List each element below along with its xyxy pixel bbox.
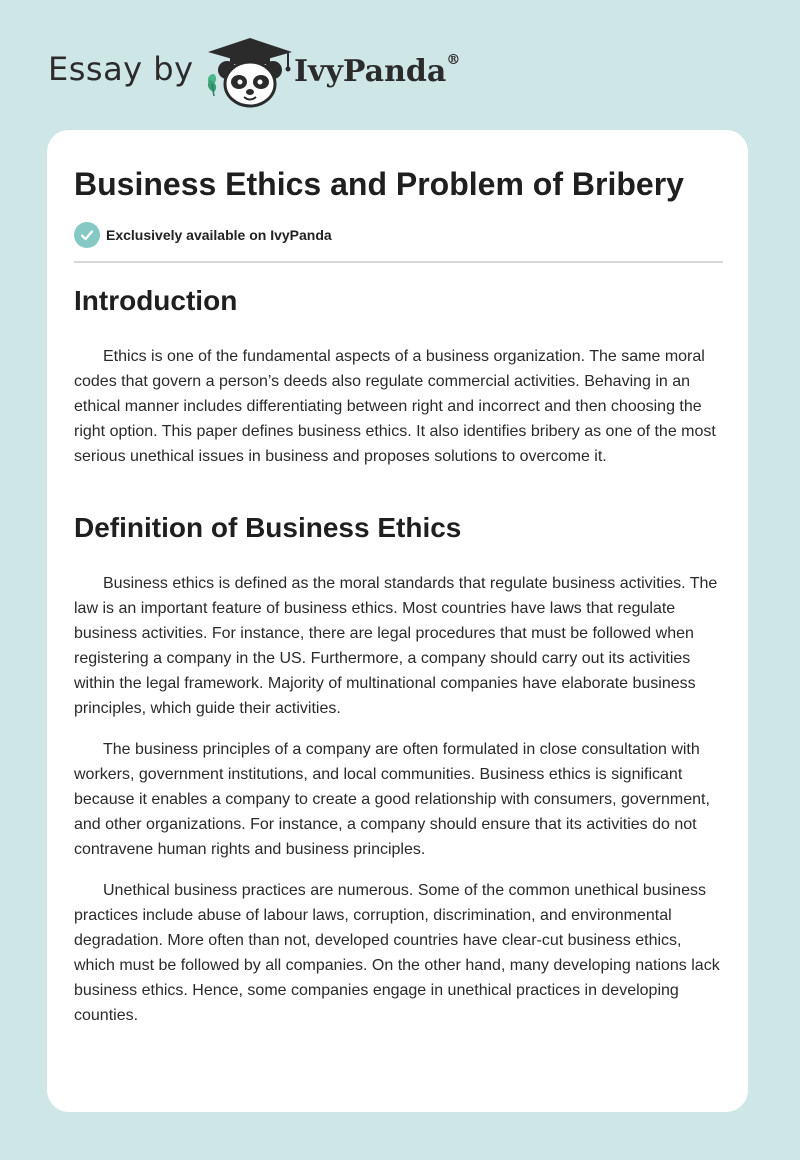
exclusive-badge-text: Exclusively available on IvyPanda xyxy=(106,227,332,243)
check-icon xyxy=(74,222,100,248)
essay-card xyxy=(47,130,748,1112)
registered-mark: ® xyxy=(446,52,461,68)
section-heading: Introduction xyxy=(74,285,238,316)
essay-by-label: Essay by xyxy=(48,50,194,88)
brand-name[interactable] xyxy=(294,54,460,89)
section-introduction xyxy=(74,284,726,469)
paragraph: The business principles of a company are often formulated in close consultation with workers, government institutions, and local communities. Business ethics is significant because it enables a company to create a good relationship with consumers, government, and other organizations. For instance, a company should ensure that its activities do not contravene human rights and business principles. xyxy=(74,741,710,858)
section-heading: Definition of Business Ethics xyxy=(74,512,462,543)
paragraph: Ethics is one of the fundamental aspects of a business organization. The same moral codes that govern a person’s deeds also regulate commercial activities. Behaving in an ethical manner includes differentiating between right and incorrect and then choosing the right option. This paper defines business ethics. It also identifies bribery as one of the most serious unethical issues in business and proposes solutions to overcome it. xyxy=(74,348,716,465)
paragraph: Business ethics is defined as the moral standards that regulate business activities. The law is an important feature of business ethics. Most countries have laws that regulate business activities. For instance, there are legal procedures that must be followed when registering a company in the US. Furthermore, a company should carry out its activities within the legal framework. Majority of multinational companies have elaborate business principles, which guide their activities. xyxy=(74,575,718,717)
brand-text: IvyPanda xyxy=(294,54,447,89)
site-header xyxy=(0,0,800,130)
panda-graduate-icon xyxy=(200,34,300,110)
exclusive-badge xyxy=(74,222,332,248)
ivypanda-logo[interactable] xyxy=(200,34,300,110)
section-definition xyxy=(74,511,726,1028)
essay-title: Business Ethics and Problem of Bribery xyxy=(74,166,684,202)
paragraph: Unethical business practices are numerous. Some of the common unethical business practices include abuse of labour laws, corruption, discrimination, and environmental degradation. More often than not, developed countries have clear-cut business ethics, which must be followed by all companies. On the other hand, many developing nations lack business ethics. Hence, some companies engage in unethical practices in developing counties. xyxy=(74,882,720,1024)
title-divider xyxy=(74,261,723,263)
